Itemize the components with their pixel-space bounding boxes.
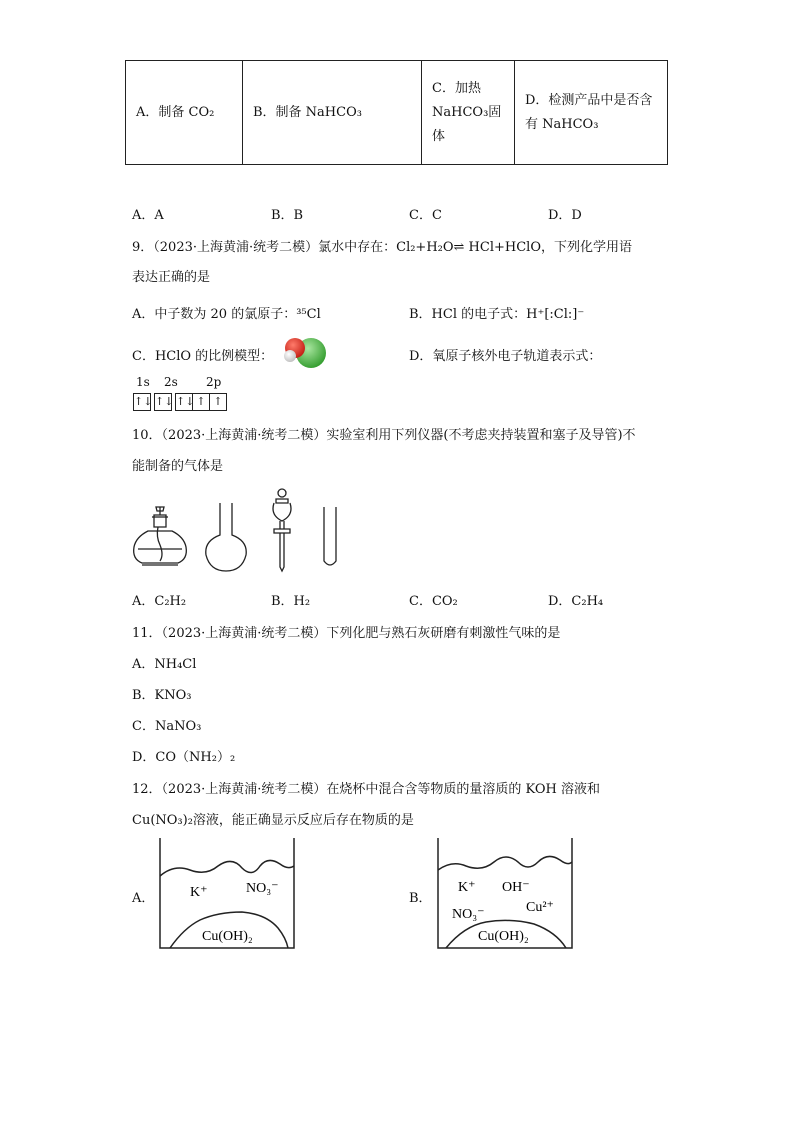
option-cell-c: C．加热 NaHCO₃固 体 [422, 61, 515, 165]
beaker-a-precipitate: Cu(OH)₂ [202, 929, 253, 944]
hclo-space-filling-model [278, 334, 330, 370]
beaker-b [434, 836, 578, 952]
beaker-a [156, 836, 300, 952]
beaker-a-ion-k: K⁺ [190, 885, 208, 900]
beaker-b-precipitate: Cu(OH)₂ [478, 929, 529, 944]
option-cell-a: A．制备 CO₂ [126, 61, 243, 165]
q8-option-a: A．A [132, 208, 164, 223]
orbital-label-2p: 2p [206, 375, 222, 389]
q11-option-c: C．NaNO₃ [132, 719, 202, 734]
q8-option-d: D．D [548, 208, 582, 223]
q9-option-c: C．HClO 的比例模型： [132, 349, 274, 364]
q12-option-b-label: B． [409, 891, 432, 906]
q12-option-a-label: A． [132, 891, 155, 906]
option-cell-d: D．检测产品中是否含 有 NaHCO₃ [515, 61, 668, 165]
option-cell-b: B．制备 NaHCO₃ [243, 61, 422, 165]
orbital-box-1s: ↑↓ [133, 393, 151, 411]
hcl-electron-formula: H⁺[:Cl:]⁻ [526, 307, 585, 322]
q11-stem: 11．（2023·上海黄浦·统考二模）下列化肥与熟石灰研磨有刺激性气味的是 [132, 626, 561, 641]
options-table [125, 60, 668, 165]
q9-stem-cont: 表达正确的是 [132, 270, 211, 285]
orbital-diagram [133, 393, 230, 411]
q11-option-a: A．NH₄Cl [132, 657, 197, 672]
beaker-a-ion-no3: NO₃⁻ [246, 881, 279, 896]
q11-option-d: D．CO（NH₂）₂ [132, 750, 236, 765]
q8-option-b: B．B [271, 208, 304, 223]
q9-option-a: A．中子数为 20 的氯原子：³⁵Cl [132, 307, 321, 322]
q10-option-a: A．C₂H₂ [132, 594, 187, 609]
orbital-box-2p-1: ↑↓ [175, 393, 193, 411]
beaker-b-ion-no3: NO₃⁻ [452, 907, 485, 922]
q9-option-d: D．氧原子核外电子轨道表示式： [409, 349, 602, 364]
orbital-label-2s: 2s [164, 375, 178, 389]
q10-stem-cont: 能制备的气体是 [132, 459, 224, 474]
lab-apparatus [130, 485, 350, 575]
q10-option-c: C．CO₂ [409, 594, 458, 609]
q12-stem: 12．（2023·上海黄浦·统考二模）在烧杯中混合含等物质的量溶质的 KOH 溶液和 [132, 782, 601, 797]
beaker-b-ion-k: K⁺ [458, 880, 476, 895]
q10-stem: 10．（2023·上海黄浦·统考二模）实验室利用下列仪器(不考虑夹持装置和塞子及导管)不 [132, 428, 636, 443]
q9-stem: 9．（2023·上海黄浦·统考二模）氯水中存在：Cl₂+H₂O⇌ HCl+HClO，下列化学用语 [132, 240, 632, 255]
q10-option-b: B．H₂ [271, 594, 311, 609]
q9-option-b: B．HCl 的电子式：H⁺[:Cl:]⁻ [409, 307, 585, 322]
q10-option-d: D．C₂H₄ [548, 594, 604, 609]
q11-option-b: B．KNO₃ [132, 688, 192, 703]
beaker-b-ion-oh: OH⁻ [502, 880, 530, 895]
orbital-box-2p-2: ↑ [192, 393, 210, 411]
beaker-b-ion-cu: Cu²⁺ [526, 900, 554, 915]
q8-option-c: C．C [409, 208, 442, 223]
q12-stem-cont: Cu(NO₃)₂溶液，能正确显示反应后存在物质的是 [132, 813, 414, 828]
orbital-box-2s: ↑↓ [154, 393, 172, 411]
orbital-label-1s: 1s [136, 375, 150, 389]
orbital-box-2p-3: ↑ [209, 393, 227, 411]
